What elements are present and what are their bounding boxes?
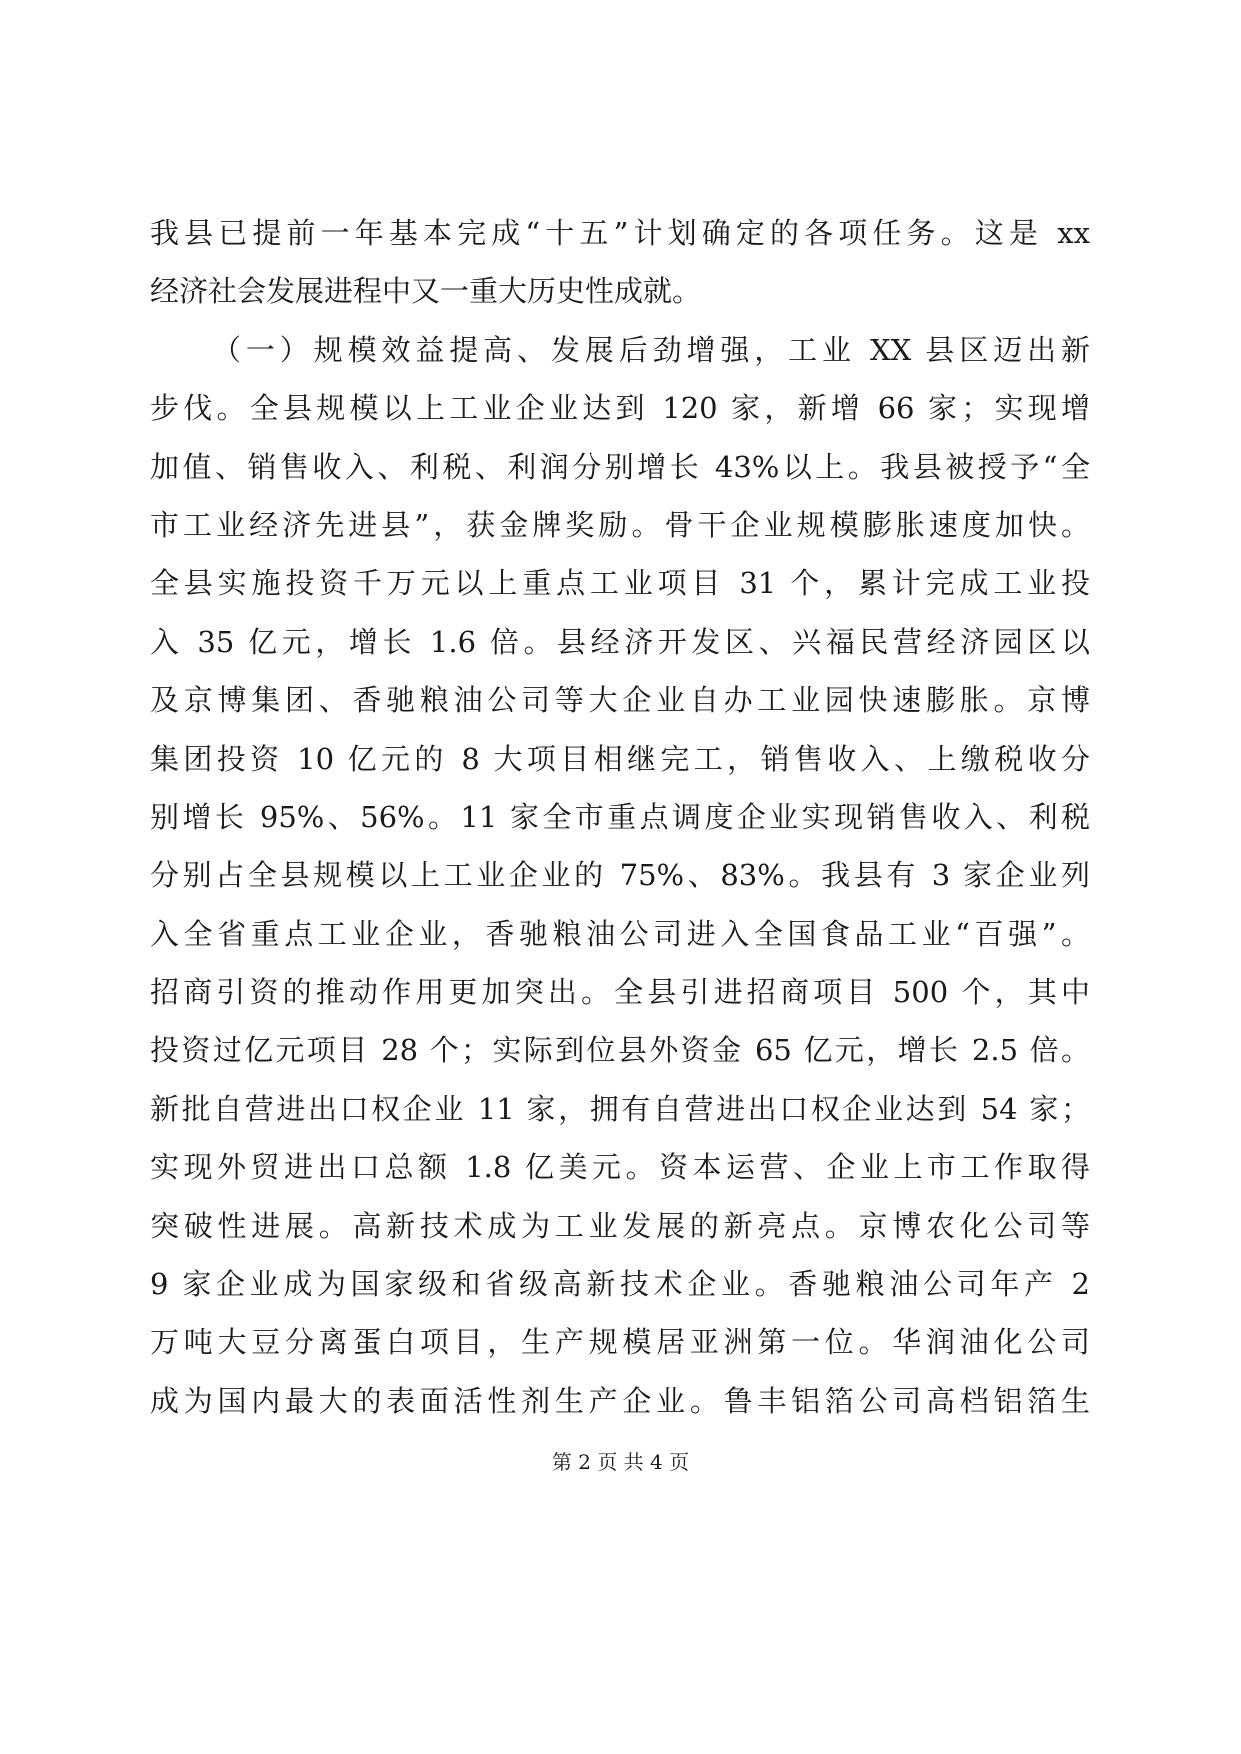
- text-line: 投资过亿元项目 28 个；实际到位县外资金 65 亿元，增长 2.5 倍。: [150, 1033, 1090, 1068]
- text-line: 全县实施投资千万元以上重点工业项目 31 个，累计完成工业投: [150, 566, 1090, 601]
- text-line: 成为国内最大的表面活性剂生产企业。鲁丰铝箔公司高档铝箔生: [150, 1383, 1090, 1418]
- text-line: 9 家企业成为国家级和省级高新技术企业。香驰粮油公司年产 2: [150, 1267, 1090, 1302]
- text-line: 我县已提前一年基本完成“十五”计划确定的各项任务。这是 xx: [150, 216, 1090, 250]
- body-text: [150, 204, 1090, 1430]
- text-line: 入全省重点工业企业，香驰粮油公司进入全国食品工业“百强”。: [150, 916, 1090, 951]
- text-line: 万吨大豆分离蛋白项目，生产规模居亚洲第一位。华润油化公司: [150, 1325, 1090, 1360]
- text-line: 及京博集团、香驰粮油公司等大企业自办工业园快速膨胀。京博: [150, 683, 1090, 718]
- text-line: 分别占全县规模以上工业企业的 75%、83%。我县有 3 家企业列: [150, 858, 1090, 893]
- paragraph: [150, 321, 1090, 1430]
- text-line: 招商引资的推动作用更加突出。全县引进招商项目 500 个，其中: [150, 975, 1090, 1010]
- text-line: 步伐。全县规模以上工业企业达到 120 家，新增 66 家；实现增: [150, 391, 1090, 426]
- text-line: 新批自营进出口权企业 11 家，拥有自营进出口权企业达到 54 家；: [150, 1091, 1090, 1126]
- page-footer: 第 2 页 共 4 页: [551, 1450, 690, 1474]
- text-line: 入 35 亿元，增长 1.6 倍。县经济开发区、兴福民营经济园区以: [150, 624, 1090, 659]
- text-line: 加值、销售收入、利税、利润分别增长 43%以上。我县被授予“全: [150, 449, 1090, 484]
- paragraph: [150, 204, 1090, 321]
- text-line: 突破性进展。高新技术成为工业发展的新亮点。京博农化公司等: [150, 1208, 1090, 1243]
- text-line: 集团投资 10 亿元的 8 大项目相继完工，销售收入、上缴税收分: [150, 741, 1090, 776]
- text-line: 实现外贸进出口总额 1.8 亿美元。资本运营、企业上市工作取得: [150, 1150, 1090, 1185]
- text-line: （一）规模效益提高、发展后劲增强，工业 XX 县区迈出新: [212, 332, 1090, 367]
- text-line: 经济社会发展进程中又一重大历史性成就。: [150, 274, 702, 309]
- text-line: 市工业经济先进县”，获金牌奖励。骨干企业规模膨胀速度加快。: [150, 507, 1090, 542]
- text-line: 别增长 95%、56%。11 家全市重点调度企业实现销售收入、利税: [150, 799, 1090, 834]
